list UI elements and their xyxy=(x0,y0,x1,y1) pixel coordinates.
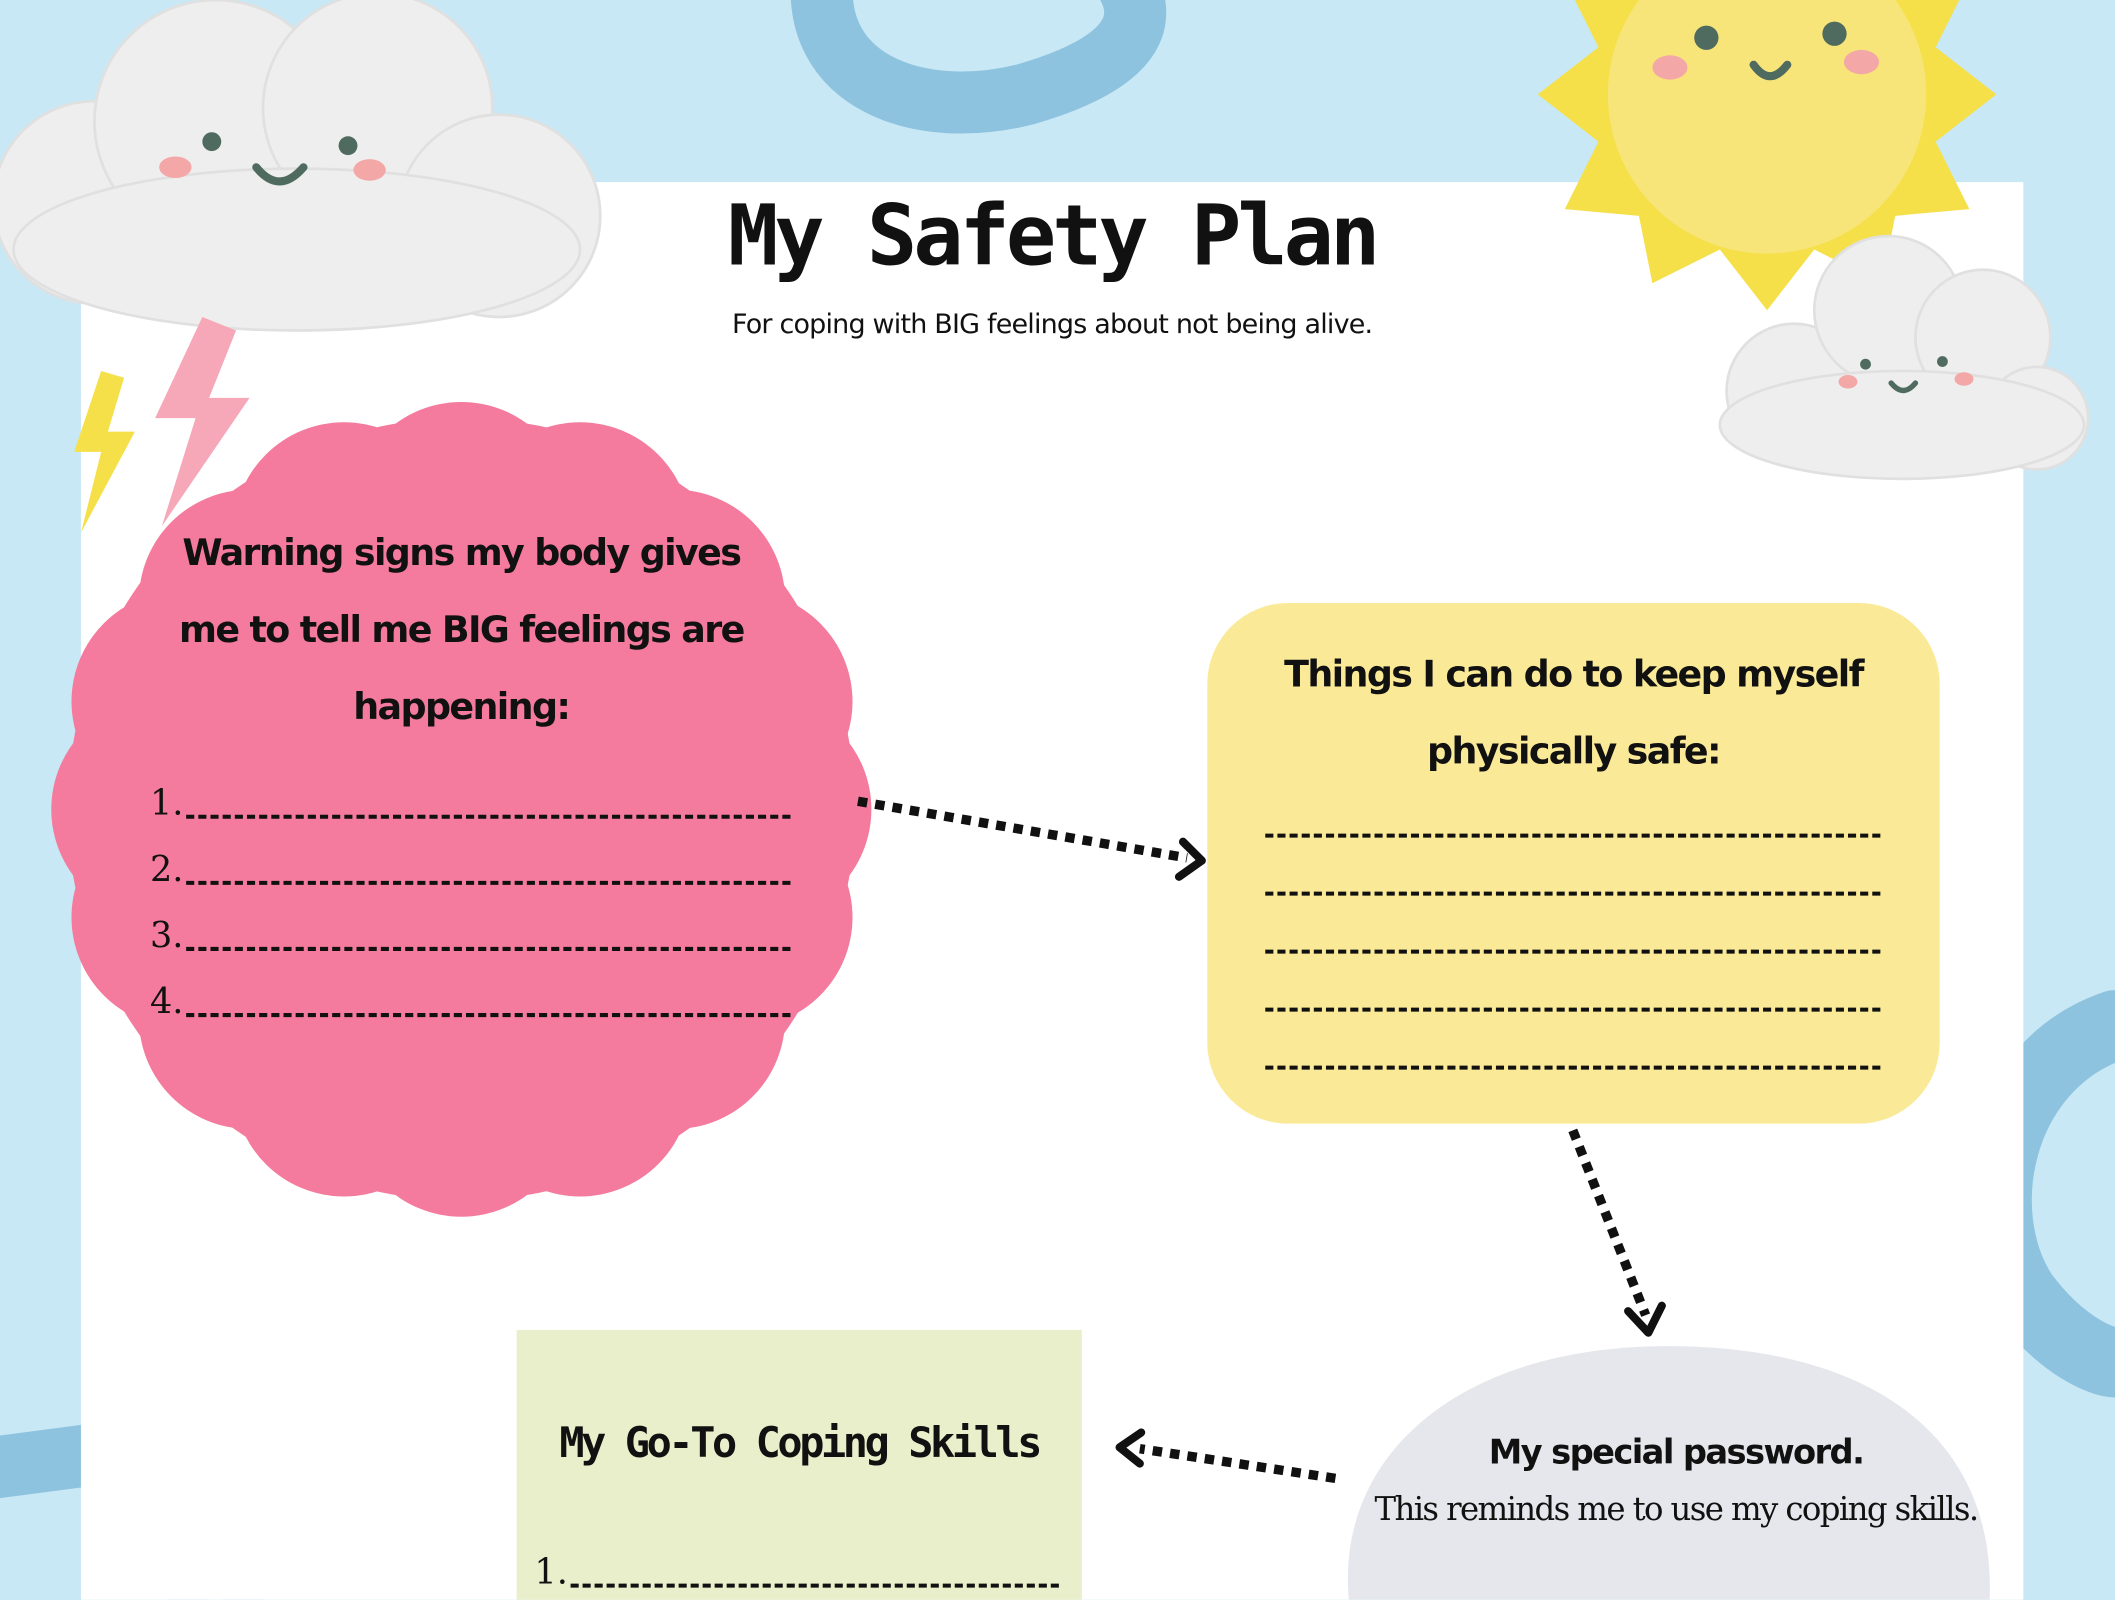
password-note: This reminds me to use my coping skills. xyxy=(1374,1490,1978,1529)
warning-heading-line: Warning signs my body gives xyxy=(182,532,741,575)
coping-skills-heading: My Go-To Coping Skills xyxy=(559,1419,1040,1468)
item-number: 4. xyxy=(149,981,184,1023)
warning-heading-line: me to tell me BIG feelings are xyxy=(178,609,744,652)
password-heading: My special password. xyxy=(1488,1432,1864,1472)
arrow-to-password xyxy=(1573,1130,1646,1315)
item-number: 1. xyxy=(534,1552,568,1594)
warning-heading-line: happening: xyxy=(353,686,570,729)
arrow-to-coping xyxy=(1140,1449,1336,1479)
item-number: 1. xyxy=(149,783,184,825)
arrow-to-safety xyxy=(858,801,1187,858)
page-title: My Safety Plan xyxy=(728,186,1377,285)
safety-heading-line: Things I can do to keep myself xyxy=(1284,654,1863,697)
safety-heading-line: physically safe: xyxy=(1427,731,1720,773)
item-number: 3. xyxy=(149,915,184,957)
page-subtitle: For coping with BIG feelings about not being alive. xyxy=(731,307,1373,340)
item-number: 2. xyxy=(149,849,184,891)
